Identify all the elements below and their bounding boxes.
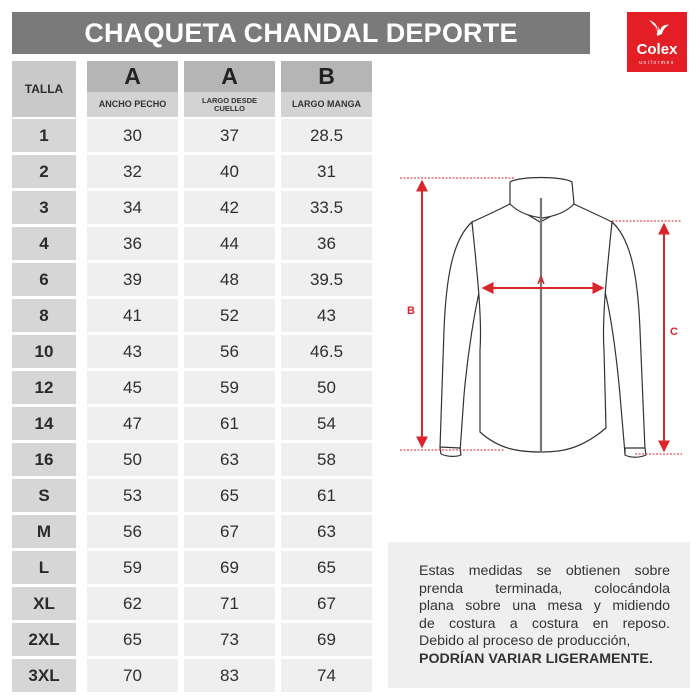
size-cell: 2: [12, 155, 76, 188]
value-cell: 52: [184, 299, 275, 332]
size-cell: 2XL: [12, 623, 76, 656]
column-letter: A: [87, 61, 178, 92]
table-row: [12, 623, 374, 656]
value-cell: 40: [184, 155, 275, 188]
table-row: [12, 191, 374, 224]
size-cell: 4: [12, 227, 76, 260]
value-cell: 39.5: [281, 263, 372, 296]
value-cell: 30: [87, 119, 178, 152]
value-cell: 63: [281, 515, 372, 548]
value-cell: 56: [184, 335, 275, 368]
table-row: [12, 371, 374, 404]
table-row: [12, 299, 374, 332]
size-cell: 10: [12, 335, 76, 368]
value-cell: 50: [281, 371, 372, 404]
value-cell: 36: [87, 227, 178, 260]
measurement-note: [388, 542, 690, 688]
table-row: [12, 515, 374, 548]
size-cell: 1: [12, 119, 76, 152]
value-cell: 39: [87, 263, 178, 296]
table-row: [12, 227, 374, 260]
jacket-outline-icon: [440, 178, 646, 458]
value-cell: 65: [281, 551, 372, 584]
value-cell: 70: [87, 659, 178, 692]
size-cell: 3XL: [12, 659, 76, 692]
column-header-length-from-collar: [184, 61, 275, 117]
value-cell: 71: [184, 587, 275, 620]
size-column-header: TALLA: [12, 61, 76, 117]
value-cell: 69: [184, 551, 275, 584]
value-cell: 31: [281, 155, 372, 188]
value-cell: 83: [184, 659, 275, 692]
table-row: [12, 155, 374, 188]
value-cell: 65: [184, 479, 275, 512]
column-header-chest-width: [87, 61, 178, 117]
table-row: [12, 587, 374, 620]
value-cell: 32: [87, 155, 178, 188]
value-cell: 54: [281, 407, 372, 440]
size-cell: 8: [12, 299, 76, 332]
size-cell: S: [12, 479, 76, 512]
note-line: de costura a costura en reposo.: [419, 615, 670, 632]
label-b: B: [407, 305, 415, 317]
page-title: CHAQUETA CHANDAL DEPORTE: [12, 12, 590, 54]
value-cell: 74: [281, 659, 372, 692]
value-cell: 42: [184, 191, 275, 224]
table-row: [12, 119, 374, 152]
value-cell: 56: [87, 515, 178, 548]
value-cell: 73: [184, 623, 275, 656]
jacket-measurement-diagram: [380, 170, 700, 470]
table-row: [12, 263, 374, 296]
label-a: A: [537, 275, 545, 287]
table-row: [12, 443, 374, 476]
value-cell: 28.5: [281, 119, 372, 152]
value-cell: 37: [184, 119, 275, 152]
size-cell: L: [12, 551, 76, 584]
value-cell: 43: [87, 335, 178, 368]
value-cell: 67: [281, 587, 372, 620]
note-line: prenda terminada, colocándola: [419, 580, 670, 597]
value-cell: 67: [184, 515, 275, 548]
value-cell: 46.5: [281, 335, 372, 368]
note-line: Estas medidas se obtienen sobre: [419, 563, 670, 579]
column-label: LARGO MANGA: [281, 92, 372, 117]
note-line: plana sobre una mesa y midiendo: [419, 598, 670, 615]
value-cell: 59: [87, 551, 178, 584]
table-row: [12, 551, 374, 584]
size-cell: 3: [12, 191, 76, 224]
size-cell: 6: [12, 263, 76, 296]
size-cell: 16: [12, 443, 76, 476]
value-cell: 43: [281, 299, 372, 332]
note-emphasis: PODRÍAN VARIAR LIGERAMENTE.: [419, 650, 653, 667]
value-cell: 61: [184, 407, 275, 440]
column-letter: A: [184, 61, 275, 92]
column-letter: B: [281, 61, 372, 92]
brand-tagline: uniformes: [639, 60, 675, 66]
column-label: ANCHO PECHO: [87, 92, 178, 117]
value-cell: 65: [87, 623, 178, 656]
note-line: Debido al proceso de producción,: [419, 633, 631, 650]
value-cell: 62: [87, 587, 178, 620]
value-cell: 45: [87, 371, 178, 404]
value-cell: 34: [87, 191, 178, 224]
value-cell: 58: [281, 443, 372, 476]
label-c: C: [670, 326, 678, 338]
size-cell: XL: [12, 587, 76, 620]
size-cell: 12: [12, 371, 76, 404]
brand-logo: [627, 12, 687, 72]
value-cell: 61: [281, 479, 372, 512]
value-cell: 53: [87, 479, 178, 512]
value-cell: 41: [87, 299, 178, 332]
table-row: [12, 479, 374, 512]
value-cell: 36: [281, 227, 372, 260]
table-row: [12, 407, 374, 440]
value-cell: 33.5: [281, 191, 372, 224]
value-cell: 63: [184, 443, 275, 476]
value-cell: 59: [184, 371, 275, 404]
column-header-sleeve-length: [281, 61, 372, 117]
size-cell: M: [12, 515, 76, 548]
value-cell: 50: [87, 443, 178, 476]
table-row: [12, 335, 374, 368]
value-cell: 48: [184, 263, 275, 296]
table-row: [12, 659, 374, 692]
value-cell: 44: [184, 227, 275, 260]
size-cell: 14: [12, 407, 76, 440]
value-cell: 47: [87, 407, 178, 440]
value-cell: 69: [281, 623, 372, 656]
column-label: LARGO DESDE CUELLO: [184, 92, 275, 117]
brand-name: Colex: [636, 41, 678, 58]
